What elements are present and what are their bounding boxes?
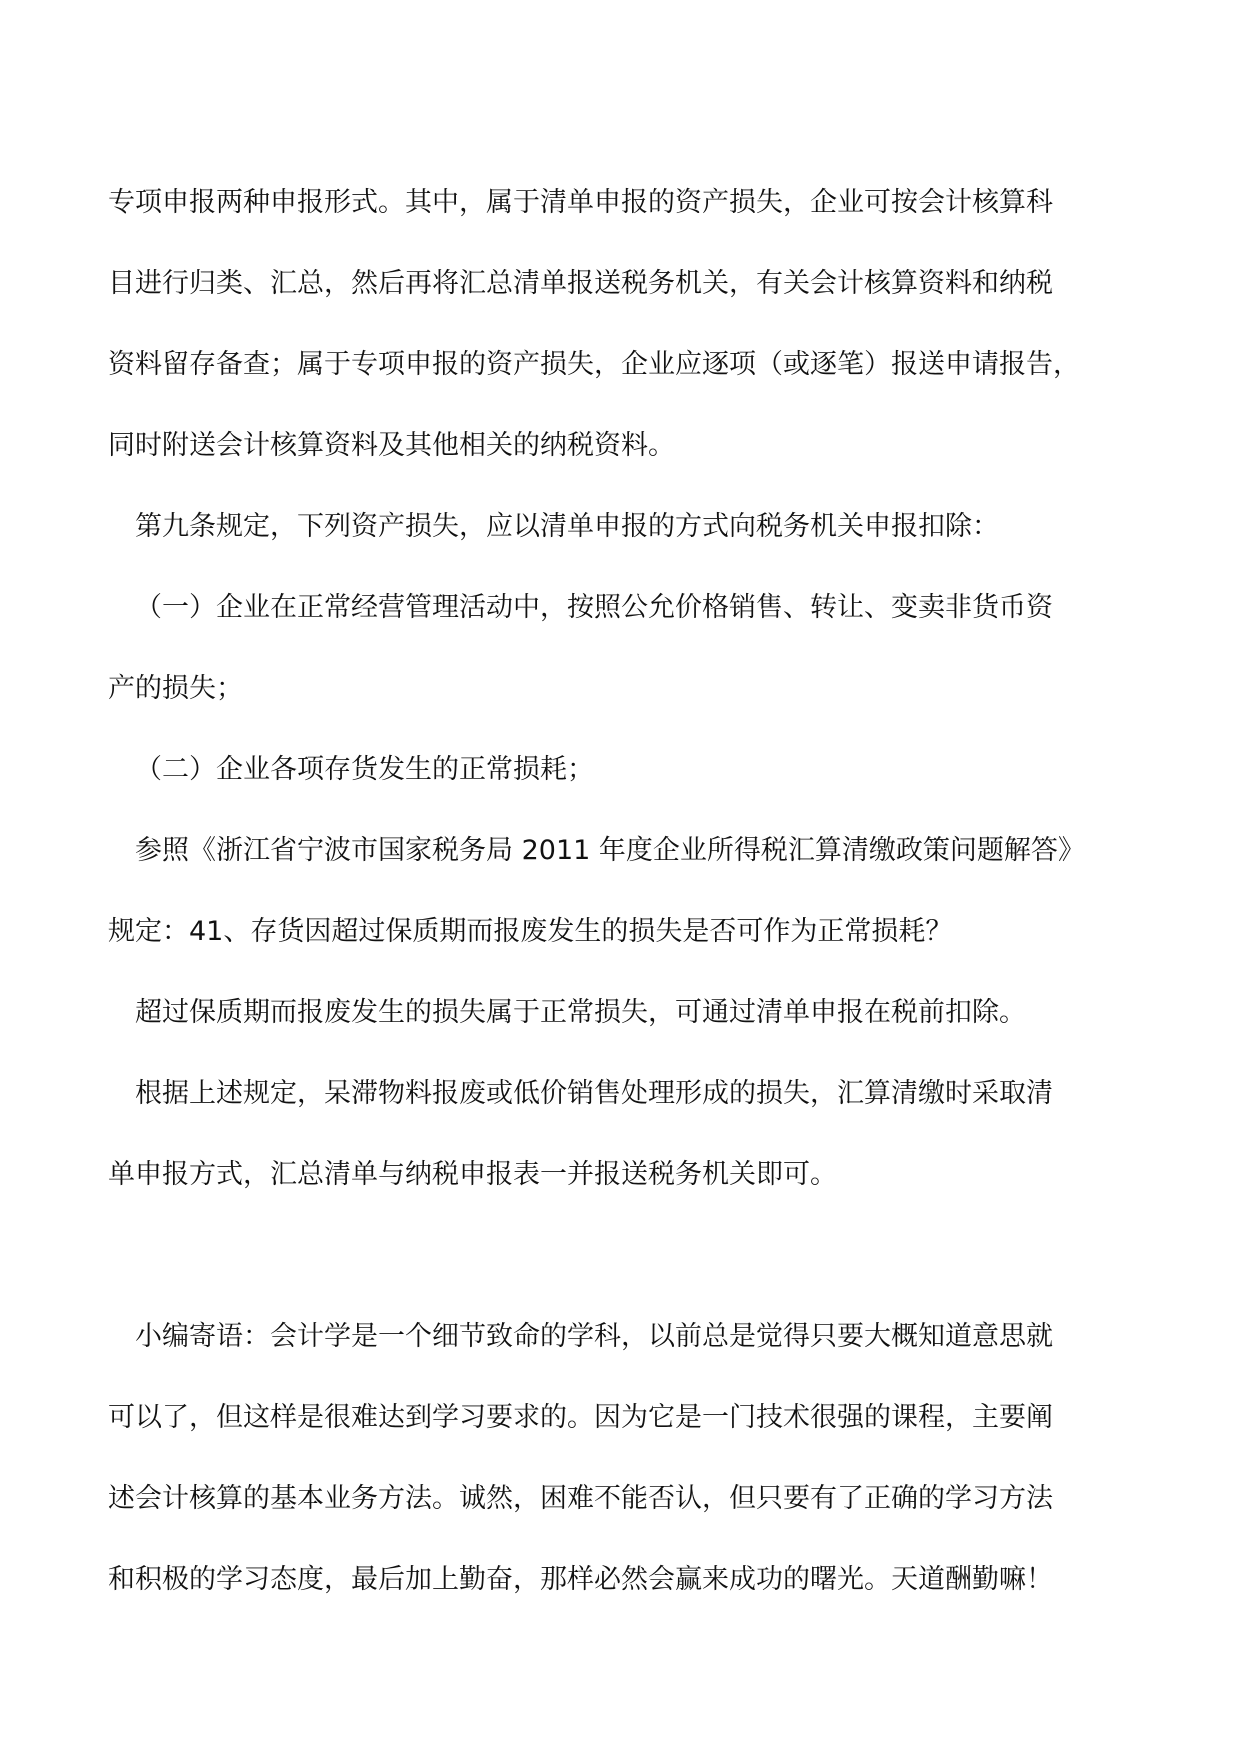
text-line: 参照《浙江省宁波市国家税务局 2011 年度企业所得税汇算清缴政策问题解答》 xyxy=(135,835,1085,866)
text-line: 规定：41、存货因超过保质期而报废发生的损失是否可作为正常损耗？ xyxy=(108,916,953,947)
text-line: 单申报方式，汇总清单与纳税申报表一并报送税务机关即可。 xyxy=(108,1159,837,1190)
text-line: 专项申报两种申报形式。其中，属于清单申报的资产损失，企业可按会计核算科 xyxy=(108,187,1053,218)
text-line: 同时附送会计核算资料及其他相关的纳税资料。 xyxy=(108,430,675,461)
text-line: 述会计核算的基本业务方法。诚然，困难不能否认，但只要有了正确的学习方法 xyxy=(108,1483,1053,1514)
text-line: （一）企业在正常经营管理活动中，按照公允价格销售、转让、变卖非货币资 xyxy=(135,592,1053,623)
text-line: 可以了，但这样是很难达到学习要求的。因为它是一门技术很强的课程，主要阐 xyxy=(108,1402,1053,1433)
paragraph-gap xyxy=(108,1215,1138,1296)
text-line: 第九条规定，下列资产损失，应以清单申报的方式向税务机关申报扣除： xyxy=(135,511,999,542)
text-line: 小编寄语：会计学是一个细节致命的学科，以前总是觉得只要大概知道意思就 xyxy=(135,1321,1053,1352)
text-line: 超过保质期而报废发生的损失属于正常损失，可通过清单申报在税前扣除。 xyxy=(135,997,1026,1028)
text-line: 目进行归类、汇总，然后再将汇总清单报送税务机关，有关会计核算资料和纳税 xyxy=(108,268,1053,299)
text-line: 根据上述规定，呆滞物料报废或低价销售处理形成的损失，汇算清缴时采取清 xyxy=(135,1078,1053,1109)
text-line: 和积极的学习态度，最后加上勤奋，那样必然会赢来成功的曙光。天道酬勤嘛！ xyxy=(108,1564,1053,1595)
text-line: 产的损失； xyxy=(108,673,243,704)
document-body xyxy=(108,162,1138,1620)
text-line: （二）企业各项存货发生的正常损耗； xyxy=(135,754,594,785)
text-line: 资料留存备查；属于专项申报的资产损失，企业应逐项（或逐笔）报送申请报告， xyxy=(108,349,1080,380)
